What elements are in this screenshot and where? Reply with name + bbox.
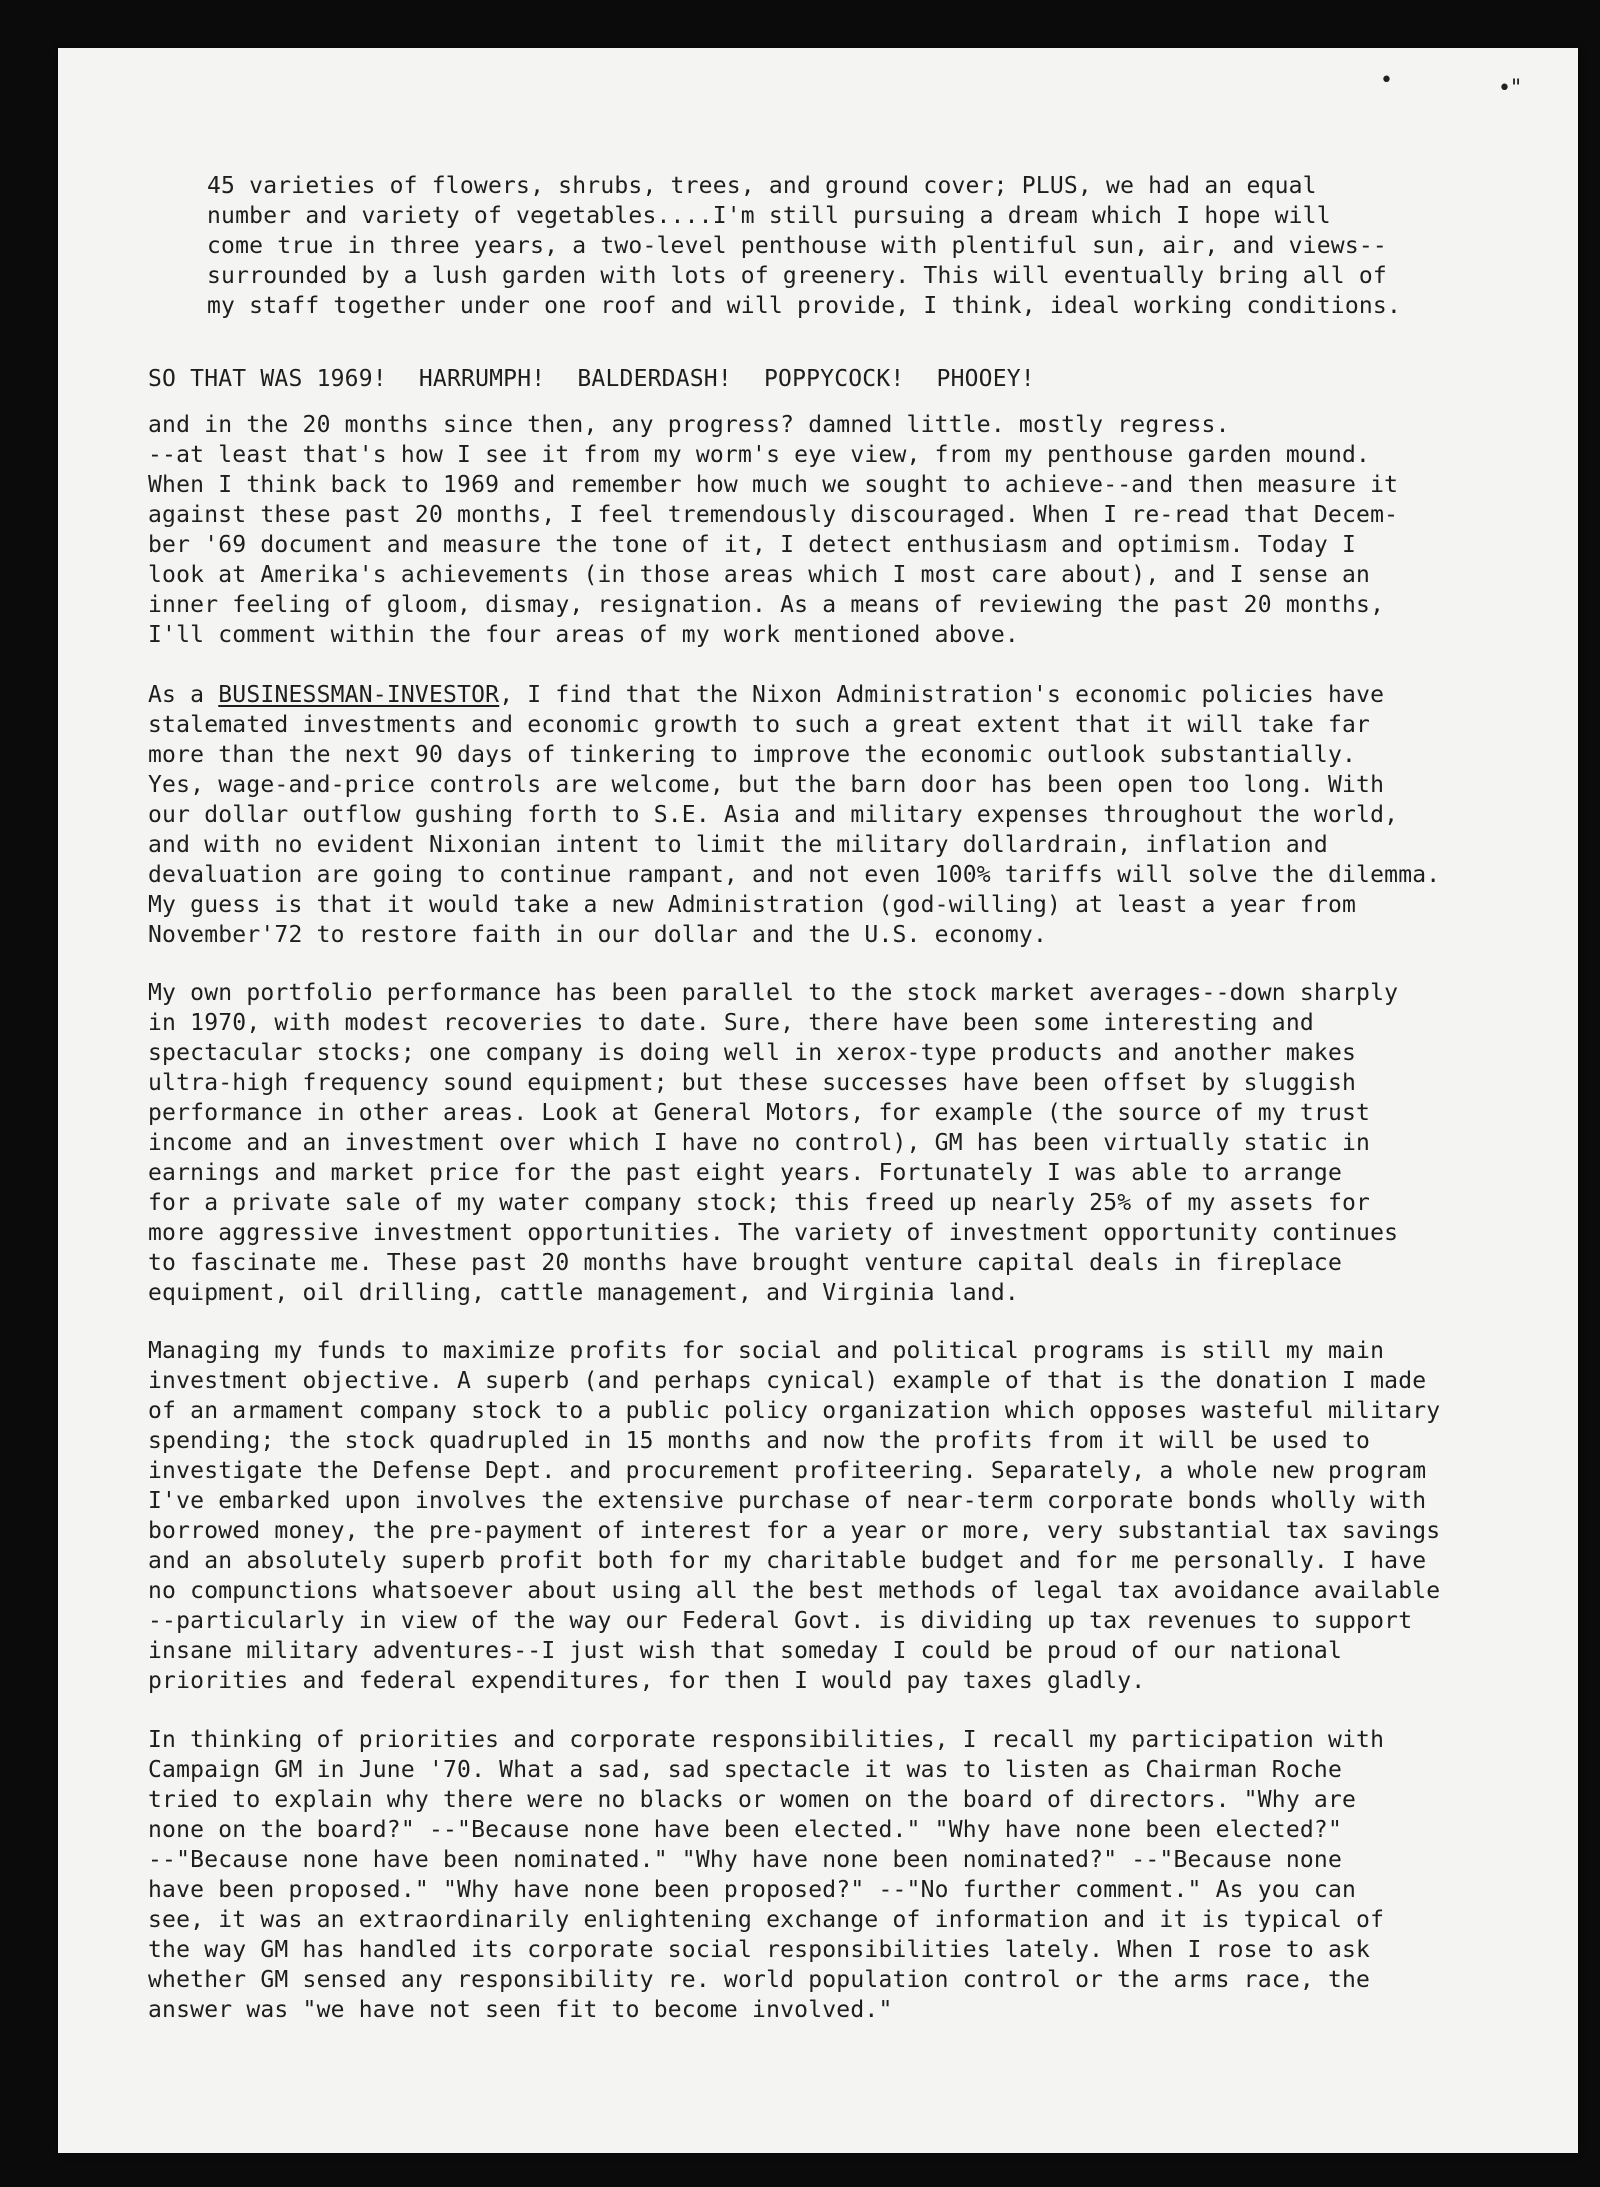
paragraph-3-line: earnings and market price for the past eight years. Fortunately I was able to arrange bbox=[148, 1160, 1343, 1186]
section-heading bbox=[148, 364, 1035, 394]
paragraph-3-line: income and an investment over which I have no control), GM has been virtually static in bbox=[148, 1130, 1371, 1156]
paragraph-4-line: Managing my funds to maximize profits for social and political programs is still my main bbox=[148, 1338, 1385, 1364]
paragraph-4-line: and an absolutely superb profit both for my charitable budget and for me personally. I have bbox=[148, 1548, 1427, 1574]
paragraph-4-line: of an armament company stock to a public policy organization which opposes wasteful military bbox=[148, 1398, 1441, 1424]
typed-page bbox=[58, 48, 1578, 2153]
paragraph-5-line: answer was "we have not seen fit to become involved." bbox=[148, 1997, 893, 2023]
corner-mark-quote: •" bbox=[1498, 76, 1522, 101]
paragraph-1-line: ber '69 document and measure the tone of it, I detect enthusiasm and optimism. Today I bbox=[148, 532, 1357, 558]
heading-part: HARRUMPH! bbox=[418, 366, 546, 392]
paragraph-2-line: November'72 to restore faith in our dollar and the U.S. economy. bbox=[148, 922, 1048, 948]
paragraph-1-line: --at least that's how I see it from my worm's eye view, from my penthouse garden mound. bbox=[148, 442, 1371, 468]
intro-line: number and variety of vegetables....I'm still pursuing a dream which I hope will bbox=[207, 203, 1331, 229]
paragraph-3-line: performance in other areas. Look at General Motors, for example (the source of my trust bbox=[148, 1100, 1371, 1126]
paragraph-2-suffix: , I find that the Nixon Administration's economic policies have bbox=[499, 682, 1385, 708]
heading-part: BALDERDASH! bbox=[577, 366, 732, 392]
heading-part: POPPYCOCK! bbox=[763, 366, 905, 392]
paragraph-5-line: tried to explain why there were no blacks or women on the board of directors. "Why are bbox=[148, 1787, 1357, 1813]
paragraph-1-line: inner feeling of gloom, dismay, resignation. As a means of reviewing the past 20 months, bbox=[148, 592, 1385, 618]
intro-line: my staff together under one roof and will provide, I think, ideal working conditions. bbox=[207, 293, 1402, 319]
paragraph-1-line: and in the 20 months since then, any progress? damned little. mostly regress. bbox=[148, 412, 1230, 438]
paragraph-3-line: equipment, oil drilling, cattle management, and Virginia land. bbox=[148, 1280, 1019, 1306]
paragraph-4-line: no compunctions whatsoever about using all the best methods of legal tax avoidance available bbox=[148, 1578, 1441, 1604]
corner-mark-dot: • bbox=[1380, 68, 1393, 93]
paragraph-3-line: spectacular stocks; one company is doing well in xerox-type products and another makes bbox=[148, 1040, 1357, 1066]
paragraph-4-line: I've embarked upon involves the extensive purchase of near-term corporate bonds wholly with bbox=[148, 1488, 1427, 1514]
paragraph-2-prefix: As a bbox=[148, 682, 219, 708]
paragraph-2-line: My guess is that it would take a new Administration (god-willing) at least a year from bbox=[148, 892, 1357, 918]
paragraph-4-line: --particularly in view of the way our Federal Govt. is dividing up tax revenues to support bbox=[148, 1608, 1413, 1634]
heading-part: SO THAT WAS 1969! bbox=[148, 366, 387, 392]
paragraph-4-line: investigate the Defense Dept. and procurement profiteering. Separately, a whole new program bbox=[148, 1458, 1427, 1484]
paragraph-2-line: and with no evident Nixonian intent to limit the military dollardrain, inflation and bbox=[148, 832, 1328, 858]
paragraph-5-line: see, it was an extraordinarily enlightening exchange of information and it is typical of bbox=[148, 1907, 1385, 1933]
paragraph-3-line: in 1970, with modest recoveries to date. Sure, there have been some interesting and bbox=[148, 1010, 1314, 1036]
paragraph-1-line: against these past 20 months, I feel tremendously discouraged. When I re-read that Decem- bbox=[148, 502, 1399, 528]
paragraph-5-line: whether GM sensed any responsibility re. world population control or the arms race, the bbox=[148, 1967, 1371, 1993]
paragraph-2-line: Yes, wage-and-price controls are welcome, but the barn door has been open too long. With bbox=[148, 772, 1385, 798]
paragraph-3-line: to fascinate me. These past 20 months have brought venture capital deals in fireplace bbox=[148, 1250, 1343, 1276]
paragraph-2-line: our dollar outflow gushing forth to S.E. Asia and military expenses throughout the world, bbox=[148, 802, 1399, 828]
businessman-investor-label: BUSINESSMAN-INVESTOR bbox=[218, 682, 500, 708]
paragraph-5-line: In thinking of priorities and corporate responsibilities, I recall my participation with bbox=[148, 1727, 1385, 1753]
paragraph-2-line bbox=[148, 680, 1384, 710]
paragraph-2-line: devaluation are going to continue rampant, and not even 100% tariffs will solve the dilemma. bbox=[148, 862, 1441, 888]
paragraph-4-line: borrowed money, the pre-payment of interest for a year or more, very substantial tax savings bbox=[148, 1518, 1441, 1544]
paragraph-3-line: more aggressive investment opportunities. The variety of investment opportunity continues bbox=[148, 1220, 1399, 1246]
paragraph-4-line: insane military adventures--I just wish that someday I could be proud of our national bbox=[148, 1638, 1343, 1664]
paragraph-5-line: have been proposed." "Why have none been proposed?" --"No further comment." As you can bbox=[148, 1877, 1357, 1903]
paragraph-1-line: I'll comment within the four areas of my work mentioned above. bbox=[148, 622, 1019, 648]
paragraph-1-line: look at Amerika's achievements (in those areas which I most care about), and I sense an bbox=[148, 562, 1371, 588]
paragraph-4-line: priorities and federal expenditures, for then I would pay taxes gladly. bbox=[148, 1668, 1146, 1694]
paragraph-5-line: the way GM has handled its corporate social responsibilities lately. When I rose to ask bbox=[148, 1937, 1371, 1963]
paragraph-1-line: When I think back to 1969 and remember how much we sought to achieve--and then measure it bbox=[148, 472, 1399, 498]
intro-line: come true in three years, a two-level penthouse with plentiful sun, air, and views-- bbox=[207, 233, 1387, 259]
heading-part: PHOOEY! bbox=[936, 366, 1035, 392]
paragraph-3-line: My own portfolio performance has been parallel to the stock market averages--down sharply bbox=[148, 980, 1399, 1006]
paragraph-2-line: stalemated investments and economic growth to such a great extent that it will take far bbox=[148, 712, 1371, 738]
paragraph-2-line: more than the next 90 days of tinkering to improve the economic outlook substantially. bbox=[148, 742, 1357, 768]
paragraph-4-line: spending; the stock quadrupled in 15 months and now the profits from it will be used to bbox=[148, 1428, 1371, 1454]
paragraph-5-line: none on the board?" --"Because none have been elected." "Why have none been elected?" bbox=[148, 1817, 1343, 1843]
intro-line: 45 varieties of flowers, shrubs, trees, and ground cover; PLUS, we had an equal bbox=[207, 173, 1317, 199]
paragraph-3-line: for a private sale of my water company stock; this freed up nearly 25% of my assets for bbox=[148, 1190, 1371, 1216]
intro-line: surrounded by a lush garden with lots of greenery. This will eventually bring all of bbox=[207, 263, 1387, 289]
paragraph-3-line: ultra-high frequency sound equipment; but these successes have been offset by sluggish bbox=[148, 1070, 1357, 1096]
paragraph-5-line: --"Because none have been nominated." "Why have none been nominated?" --"Because none bbox=[148, 1847, 1343, 1873]
paragraph-4-line: investment objective. A superb (and perhaps cynical) example of that is the donation I made bbox=[148, 1368, 1427, 1394]
paragraph-5-line: Campaign GM in June '70. What a sad, sad spectacle it was to listen as Chairman Roche bbox=[148, 1757, 1343, 1783]
